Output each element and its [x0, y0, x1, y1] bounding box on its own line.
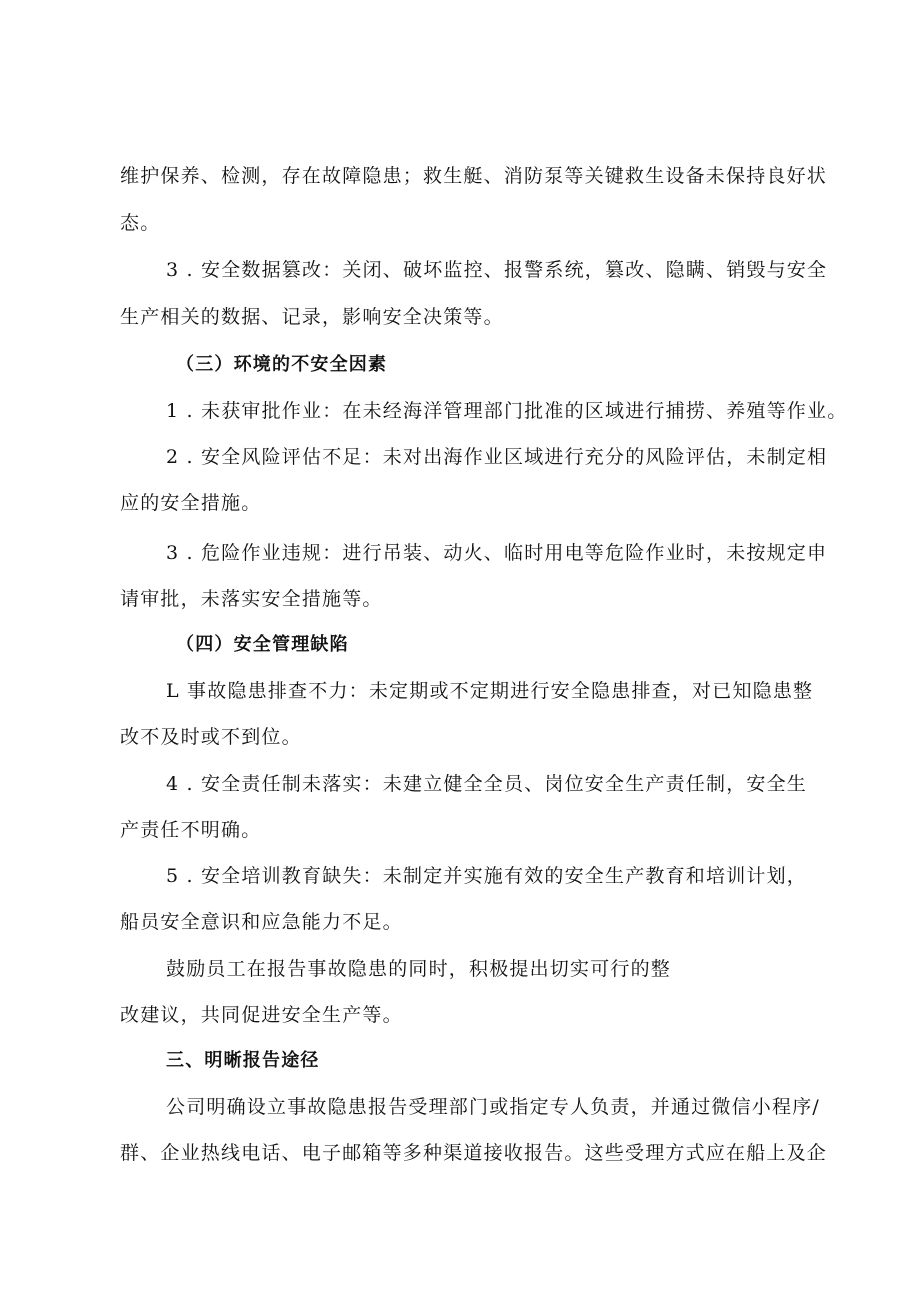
paragraph-line: 应的安全措施。 — [120, 492, 262, 514]
paragraph-line: 鼓励员工在报告事故隐患的同时，积极提出切实可行的整 — [166, 958, 672, 980]
paragraph-line: 态。 — [120, 212, 161, 234]
paragraph-line: 群、企业热线电话、电子邮箱等多种渠道接收报告。这些受理方式应在船上及企 — [120, 1142, 828, 1164]
paragraph-line: 请审批，未落实安全措施等。 — [120, 588, 383, 610]
section-heading: （三）环境的不安全因素 — [176, 354, 388, 375]
paragraph-line: 船员安全意识和应急能力不足。 — [120, 911, 403, 933]
list-item-line: 3 . 危险作业违规：进行吊装、动火、临时用电等危险作业时，未按规定申 — [166, 542, 828, 564]
list-item-line: 4 . 安全责任制未落实：未建立健全全员、岗位安全生产责任制，安全生 — [166, 773, 808, 795]
paragraph-line: 生产相关的数据、记录，影响安全决策等。 — [120, 306, 504, 328]
list-item-line: 2 . 安全风险评估不足：未对出海作业区域进行充分的风险评估，未制定相 — [166, 446, 828, 468]
paragraph-line: 产责任不明确。 — [120, 819, 262, 841]
paragraph-line: 维护保养、检测，存在故障隐患；救生艇、消防泵等关键救生设备未保持良好状 — [120, 165, 828, 187]
section-heading: （四）安全管理缺陷 — [176, 634, 349, 655]
list-item-line: 3 . 安全数据篡改：关闭、破坏监控、报警系统，篡改、隐瞒、销毁与安全 — [166, 259, 828, 281]
list-item-line: 5 . 安全培训教育缺失：未制定并实施有效的安全生产教育和培训计划， — [166, 865, 808, 887]
paragraph-line: 改建议，共同促进安全生产等。 — [120, 1004, 403, 1026]
section-heading: 三、明晰报告途径 — [166, 1050, 320, 1071]
paragraph-line: 公司明确设立事故隐患报告受理部门或指定专人负责，并通过微信小程序/ — [166, 1096, 821, 1118]
paragraph-line: 改不及时或不到位。 — [120, 726, 302, 748]
list-item-line: L 事故隐患排查不力：未定期或不定期进行安全隐患排查，对已知隐患整 — [166, 680, 814, 702]
list-item-line: 1 . 未获审批作业：在未经海洋管理部门批准的区域进行捕捞、养殖等作业。 — [166, 400, 848, 422]
